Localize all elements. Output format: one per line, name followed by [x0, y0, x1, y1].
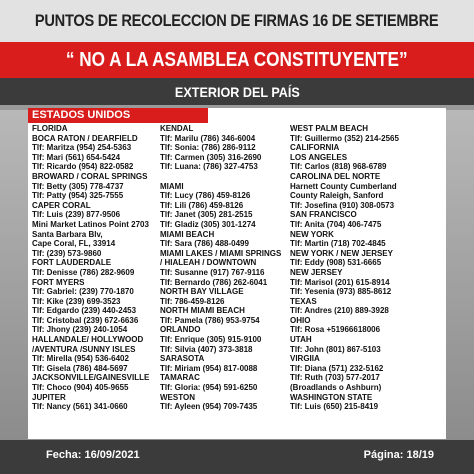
contact-line: Tlf: John (801) 867-5103: [290, 344, 381, 354]
contact-line: Tlf: Denisse (786) 282-9609: [32, 267, 135, 277]
location-heading: County Raleigh, Sanford: [290, 191, 384, 201]
contact-line: Tlf: Andres (210) 889-3928: [290, 306, 389, 316]
contact-line: Tlf: Edgardo (239) 440-2453: [32, 306, 137, 316]
location-heading: Cape Coral, FL, 33914: [32, 239, 116, 249]
contact-line: Tlf: Choco (904) 405-9655: [32, 383, 129, 393]
contact-line: Tlf: Guillermo (352) 214-2565: [290, 133, 399, 143]
contact-line: Tlf: Patty (954) 325-7555: [32, 191, 124, 201]
location-heading: MIAMI LAKES / MIAMI SPRINGS: [160, 248, 282, 258]
footer-bar: [0, 440, 474, 474]
location-heading: MIAMI BEACH: [160, 229, 215, 239]
contact-line: Tlf: Marisol (201) 615-8914: [290, 277, 390, 287]
contact-line: Tlf: Bernardo (786) 262-6041: [160, 277, 268, 287]
location-heading: BOCA RATON / DEARFIELD: [32, 133, 138, 143]
location-heading: WASHINGTON STATE: [290, 392, 373, 402]
contact-line: Tlf: (239) 573-9860: [32, 248, 102, 258]
section-header: [28, 108, 208, 123]
location-heading: TEXAS: [290, 296, 317, 306]
location-heading: FORT LAUDERDALE: [32, 258, 112, 268]
location-heading: MIAMI: [160, 181, 184, 191]
contact-line: Tlf: Miriam (954) 817-0088: [160, 363, 258, 373]
location-heading: Mini Market Latinos Point 2703: [32, 219, 149, 229]
location-heading: NORTH MIAMI BEACH: [160, 306, 245, 316]
column-1: [32, 124, 168, 412]
contact-line: Tlf: 786-459-8126: [160, 296, 225, 306]
footer-date: Fecha: 16/09/2021: [46, 449, 140, 461]
contact-line: Tlf: Susanne (917) 767-9116: [160, 267, 265, 277]
contact-line: Tlf: Cristobal (239) 672-6636: [32, 315, 139, 325]
contact-line: Tlf: Diana (571) 232-5162: [290, 363, 384, 373]
contact-line: Tlf: Kike (239) 699-3523: [32, 296, 121, 306]
contact-line: Tlf: Gisela (786) 484-5697: [32, 363, 128, 373]
location-heading: ORLANDO: [160, 325, 201, 335]
contact-line: Tlf: Eddy (908) 531-6665: [290, 258, 382, 268]
contact-line: Tlf: Lucy (786) 459-8126: [160, 191, 251, 201]
location-heading: JACKSONVILLE/GAINESVILLE: [32, 373, 150, 383]
location-heading: LOS ANGELES: [290, 152, 348, 162]
contact-line: Tlf: Gloria: (954) 591-6250: [160, 383, 258, 393]
contact-line: Tlf: Anita (704) 406-7475: [290, 219, 382, 229]
contact-line: Tlf: Luis (239) 877-9506: [32, 210, 121, 220]
location-heading: [160, 172, 288, 182]
location-heading: BROWARD / CORAL SPRINGS: [32, 171, 148, 181]
contact-line: Tlf: Yesenia (973) 885-8612: [290, 287, 392, 297]
location-heading: UTAH: [290, 335, 312, 345]
contact-line: Tlf: Maritza (954) 254-5363: [32, 143, 132, 153]
contact-line: Tlf: Sonia: (786) 286-9112: [160, 143, 256, 153]
location-heading: NORTH BAY VILLAGE: [160, 287, 244, 297]
contact-line: Tlf: Pamela (786) 953-9754: [160, 315, 260, 325]
location-heading: Harnett County Cumberland: [290, 181, 397, 191]
contact-line: Tlf: Jhony (239) 240-1054: [32, 325, 128, 335]
contact-line: Tlf: Marilu (786) 346-6004: [160, 133, 256, 143]
contact-line: Tlf: Rosa +51966618006: [290, 325, 381, 335]
location-heading: / HIALEAH / DOWNTOWN: [160, 258, 257, 268]
location-heading: /AVENTURA /SUNNY ISLES: [32, 344, 136, 354]
contact-line: Tlf: Janet (305) 281-2515: [160, 210, 253, 220]
contact-line: Tlf: Gabriel: (239) 770-1870: [32, 287, 134, 297]
location-heading: SARASOTA: [160, 354, 205, 364]
contact-line: Tlf: Enrique (305) 915-9100: [160, 335, 262, 345]
slogan-text: “ NO A LA ASAMBLEA CONSTITUYENTE”: [66, 48, 408, 71]
location-heading: CALIFORNIA: [290, 143, 340, 153]
slogan-banner: [0, 42, 474, 78]
contact-line: Tlf: Martin (718) 702-4845: [290, 239, 386, 249]
contact-line: Tlf: Ricardo (954) 822-0582: [32, 162, 134, 172]
contact-line: Tlf: Betty (305) 778-4737: [32, 181, 124, 191]
contact-line: Tlf: Lili (786) 459-8126: [160, 200, 244, 210]
location-heading: Santa Barbara Blv,: [32, 229, 103, 239]
location-heading: NEW JERSEY: [290, 267, 343, 277]
page-title: PUNTOS DE RECOLECCION DE FIRMAS 16 DE SETIEMBRE: [35, 11, 439, 30]
location-heading: FORT MYERS: [32, 277, 85, 287]
contact-line: Tlf: Josefina (910) 308-0573: [290, 200, 395, 210]
location-heading: TAMARAC: [160, 373, 200, 383]
contact-line: Tlf: Carlos (818) 968-6789: [290, 162, 387, 172]
location-heading: OHIO: [290, 315, 311, 325]
contact-line: Tlf: Mirella (954) 536-6402: [32, 354, 129, 364]
column-2: [160, 124, 288, 412]
contact-line: Tlf: Luis (650) 215-8419: [290, 402, 379, 412]
location-heading: VIRGIIA: [290, 354, 320, 364]
locations-card: [28, 108, 446, 439]
section-title: ESTADOS UNIDOS: [32, 109, 131, 121]
contact-line: Tlf: Sara (786) 488-0499: [160, 239, 249, 249]
contact-line: Tlf: Mari (561) 654-5424: [32, 152, 121, 162]
location-heading: FLORIDA: [32, 124, 68, 133]
contact-line: Tlf: Gladiz (305) 301-1274: [160, 219, 256, 229]
subtitle-bar: [0, 78, 474, 105]
contact-line: Tlf: Luana: (786) 327-4753: [160, 162, 258, 172]
title-bar: [0, 0, 474, 42]
location-heading: KENDAL: [160, 124, 194, 133]
location-heading: SAN FRANCISCO: [290, 210, 357, 220]
contact-line: Tlf: Nancy (561) 341-0660: [32, 402, 128, 412]
contact-line: Tlf: Ayleen (954) 709-7435: [160, 402, 258, 412]
footer-page: Página: 18/19: [363, 449, 434, 461]
subtitle-text: EXTERIOR DEL PAÍS: [174, 83, 300, 100]
location-heading: CAPER CORAL: [32, 200, 91, 210]
contact-line: Tlf: Ruth (703) 577-2017: [290, 373, 380, 383]
location-heading: NEW YORK: [290, 229, 334, 239]
location-heading: WEST PALM BEACH: [290, 124, 369, 133]
location-heading: (Broadlands o Ashburn): [290, 383, 382, 393]
column-3: [290, 124, 444, 412]
location-heading: NEW YORK / NEW JERSEY: [290, 248, 393, 258]
location-heading: JUPITER: [32, 392, 66, 402]
location-heading: CAROLINA DEL NORTE: [290, 171, 381, 181]
contact-line: Tlf: Silvia (407) 373-3818: [160, 344, 253, 354]
contact-line: Tlf: Carmen (305) 316-2690: [160, 152, 262, 162]
location-heading: HALLANDALE/ HOLLYWOOD: [32, 335, 144, 345]
location-heading: WESTON: [160, 392, 195, 402]
